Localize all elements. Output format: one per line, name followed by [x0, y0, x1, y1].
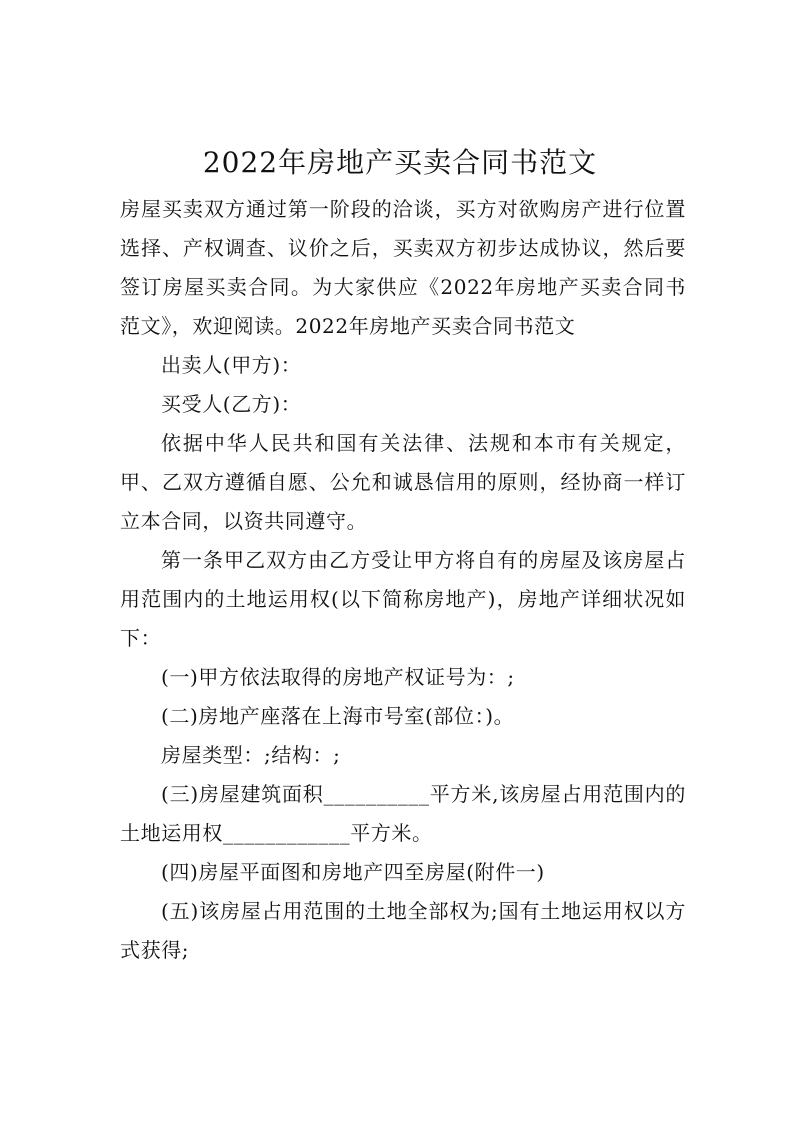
paragraph-house-type: 房屋类型：;结构：; — [161, 743, 341, 767]
paragraph-item-two: (二)房地产座落在上海市号室(部位：)。 — [161, 704, 515, 728]
paragraph-item-five: (五)该房屋占用范围的土地全部权为;国有土地运用权以方式获得; — [120, 899, 686, 962]
paragraph-item-three: (三)房屋建筑面积__________平方米,该房屋占用范围内的土地运用权____________平方米。 — [120, 782, 686, 845]
document-title: 2022年房地产买卖合同书范文 — [202, 145, 598, 179]
paragraph-item-four: (四)房屋平面图和房地产四至房屋(附件一) — [161, 860, 545, 884]
paragraph-seller: 出卖人(甲方)： — [161, 353, 302, 377]
paragraph-buyer: 买受人(乙方)： — [161, 392, 302, 416]
paragraph-article-one: 第一条甲乙双方由乙方受让甲方将自有的房屋及该房屋占用范围内的土地运用权(以下简称房地产)，房地产详细状况如下： — [120, 548, 686, 650]
paragraph-basis: 依据中华人民共和国有关法律、法规和本市有关规定，甲、乙双方遵循自愿、公允和诚恳信用的原则，经协商一样订立本合同，以资共同遵守。 — [120, 431, 686, 533]
document-body — [120, 190, 686, 970]
paragraph-item-one: (一)甲方依法取得的房地产权证号为：; — [161, 665, 515, 689]
paragraph-intro: 房屋买卖双方通过第一阶段的洽谈，买方对欲购房产进行位置选择、产权调查、议价之后，买卖双方初步达成协议，然后要签订房屋买卖合同。为大家供应《2022年房地产买卖合同书范文》，欢迎阅读。2022年房地产买卖合同书范文 — [120, 197, 686, 338]
